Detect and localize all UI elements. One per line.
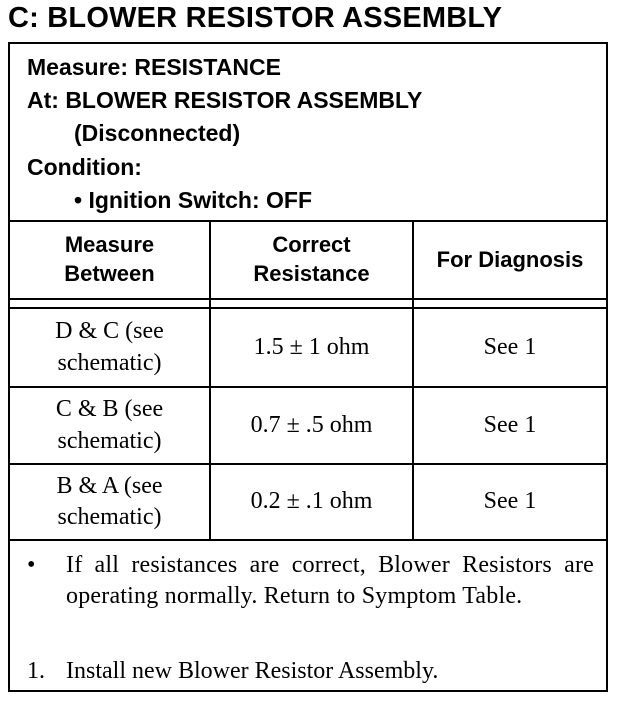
note-numbered-text: Install new Blower Resistor Assembly. [66, 658, 439, 684]
table-row-1-diagnosis: See 1 [483, 333, 537, 360]
header-for-diagnosis: For Diagnosis [436, 246, 584, 272]
header-measure-between: Measure Between [64, 232, 155, 286]
at-line: At: BLOWER RESISTOR ASSEMBLY [27, 87, 423, 113]
table-row-1-between: D & C (see schematic) [55, 318, 164, 376]
table-row-3-between: B & A (see schematic) [56, 472, 163, 530]
note-bullet-marker: • [27, 552, 36, 578]
table-row-1-resistance: 1.5 ± 1 ohm [253, 333, 370, 360]
measure-line: Measure: RESISTANCE [27, 54, 281, 80]
note-bullet-text: If all resistances are correct, Blower Resistors are operating normally. Return to Symptom Table. [66, 552, 594, 609]
procedure-box [8, 42, 608, 692]
table-row-2-between: C & B (see schematic) [55, 396, 164, 454]
table-row-2-resistance: 0.7 ± .5 ohm [250, 411, 373, 438]
table-row-3-diagnosis: See 1 [483, 488, 537, 515]
header-rule-1 [10, 298, 606, 300]
header-correct-resistance: Correct Resistance [253, 232, 370, 286]
table-row-3-resistance: 0.2 ± .1 ohm [250, 488, 373, 515]
table-bottom-rule [10, 539, 606, 541]
at-detail: (Disconnected) [74, 120, 241, 146]
condition-item: • Ignition Switch: OFF [74, 187, 313, 213]
table-row-2-diagnosis: See 1 [483, 411, 537, 438]
note-numbered-marker: 1. [27, 658, 45, 684]
page-title: C: BLOWER RESISTOR ASSEMBLY [8, 2, 503, 34]
condition-label: Condition: [27, 154, 142, 180]
